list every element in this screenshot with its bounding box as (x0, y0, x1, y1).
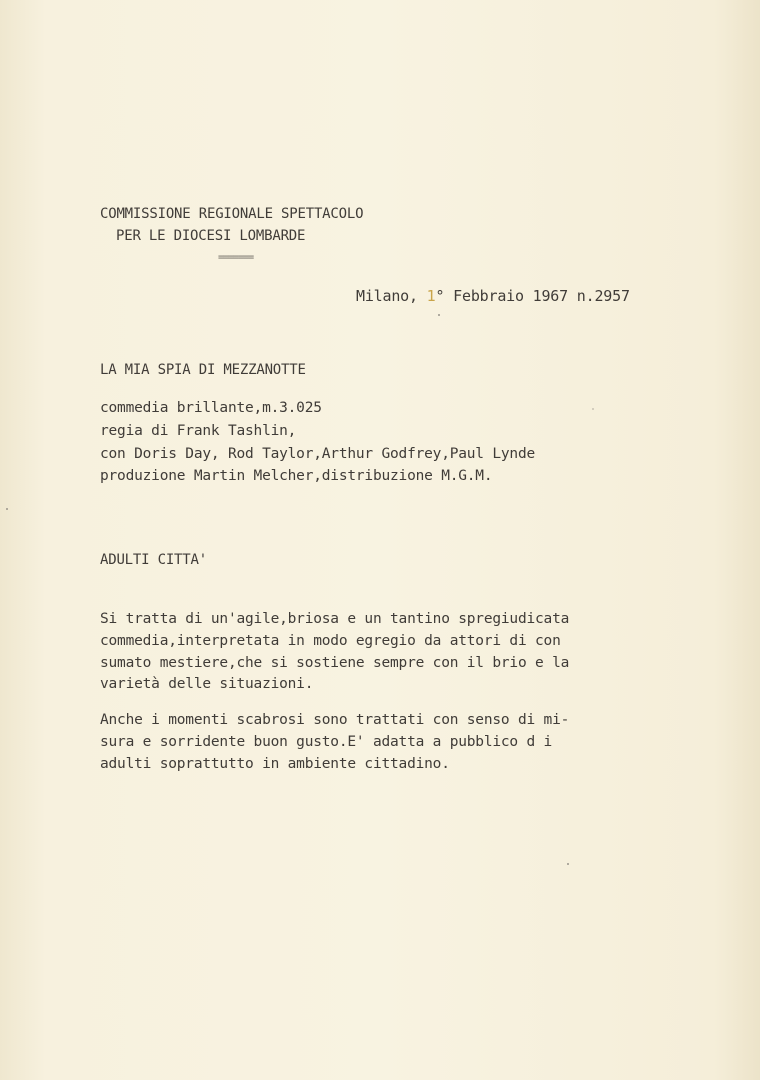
film-title: LA MIA SPIA DI MEZZANOTTE (100, 362, 306, 378)
film-director: regia di Frank Tashlin, (100, 423, 297, 439)
header-dioceses: PER LE DIOCESI LOMBARDE (116, 228, 306, 244)
paper-speck (6, 508, 8, 510)
review-line: sura e sorridente buon gusto.E' adatta a pubblico d i (100, 734, 553, 750)
rating-label: ADULTI CITTA' (100, 552, 207, 568)
review-line: commedia,interpretata in modo egregio da attori di con (100, 633, 561, 649)
date-suffix: ° Febbraio 1967 n.2957 (435, 287, 630, 305)
paper-speck (438, 314, 440, 316)
header-organization: COMMISSIONE REGIONALE SPETTACOLO (100, 206, 364, 222)
review-line: adulti soprattutto in ambiente cittadino. (100, 756, 450, 772)
film-genre: commedia brillante,m.3.025 (100, 400, 322, 416)
header-divider: ======= (218, 252, 254, 263)
review-line: Si tratta di un'agile,briosa e un tantino spregiudicata (100, 611, 570, 627)
film-cast: con Doris Day, Rod Taylor,Arthur Godfrey,Paul Lynde (100, 446, 536, 462)
review-line: Anche i momenti scabrosi sono trattati con senso di mi- (100, 712, 570, 728)
date-day: 1 (426, 287, 436, 305)
review-line: sumato mestiere,che si sostiene sempre con il brio e la (100, 655, 570, 671)
film-production: produzione Martin Melcher,distribuzione M.G.M. (100, 468, 493, 484)
paper-speck (592, 408, 594, 410)
review-line: varietà delle situazioni. (100, 676, 314, 692)
date-line (356, 289, 630, 304)
date-prefix: Milano, (356, 287, 427, 305)
paper-speck (567, 863, 569, 865)
